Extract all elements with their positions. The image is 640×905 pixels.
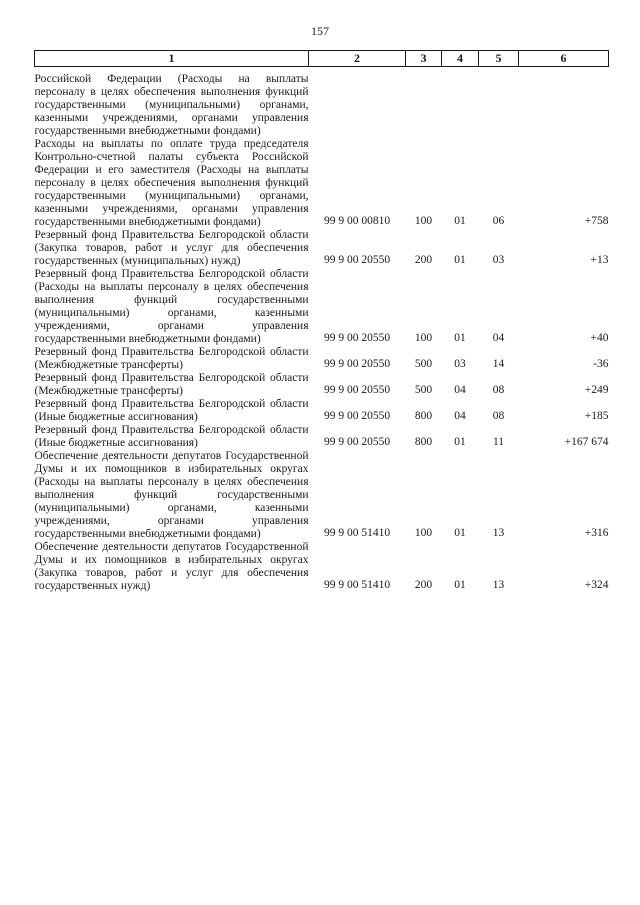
row-subsection: 08 — [492, 384, 505, 396]
row-expense-type: 500 — [414, 384, 433, 396]
row-expense-type: 100 — [414, 527, 433, 539]
row-amount: +249 — [584, 384, 609, 396]
row-amount: +758 — [584, 215, 609, 227]
row-description: Резервный фонд Правительства Белгородской области (Расходы на выплаты персоналу в целях обеспечения выполнения функций государственными (муниципальными) органами, казенными учреждениями, органами управления государственными внебюджетными фондами) — [34, 268, 309, 345]
row-amount: +324 — [584, 579, 609, 591]
row-section: 01 — [454, 527, 466, 539]
table-row — [35, 229, 609, 268]
row-expense-type: 200 — [414, 254, 433, 266]
row-expense-type: 800 — [414, 436, 433, 448]
row-target-code: 99 9 00 20550 — [323, 332, 391, 344]
row-amount: +185 — [584, 410, 609, 422]
row-subsection: 11 — [492, 436, 505, 448]
row-target-code: 99 9 00 20550 — [323, 436, 391, 448]
row-amount: +316 — [584, 527, 609, 539]
row-description: Обеспечение деятельности депутатов Государственной Думы и их помощников в избирательных округах (Закупка товаров, работ и услуг для обеспечения государственных нужд) — [34, 541, 309, 592]
row-section — [442, 73, 479, 138]
row-subsection: 03 — [492, 254, 505, 266]
row-amount: +167 674 — [564, 436, 609, 448]
row-description: Резервный фонд Правительства Белгородской области (Межбюджетные трансферты) — [34, 346, 309, 371]
table-row — [35, 398, 609, 424]
column-header-4: 4 — [442, 51, 479, 67]
row-description: Резервный фонд Правительства Белгородской области (Закупка товаров, работ и услуг для обеспечения государственных (муниципальных) нужд) — [34, 229, 309, 267]
row-expense-type: 200 — [414, 579, 433, 591]
row-description: Расходы на выплаты по оплате труда председателя Контрольно-счетной палаты субъекта Российской Федерации и его заместителя (Расходы на выплаты персоналу в целях обеспечения выполнения функций государственными (муниципальными) органами, казенными учреждениями, органами управления государственными внебюджетными фондами) — [34, 138, 309, 228]
row-target-code: 99 9 00 20550 — [323, 254, 391, 266]
row-description: Российской Федерации (Расходы на выплаты персоналу в целях обеспечения выполнения функций государственными (муниципальными) органами, казенными учреждениями, органами управления государственными внебюджетными фондами) — [34, 73, 309, 137]
row-subsection: 08 — [492, 410, 505, 422]
row-section: 01 — [454, 436, 466, 448]
table-header — [35, 51, 609, 67]
row-subsection — [479, 73, 519, 138]
row-description: Резервный фонд Правительства Белгородской области (Иные бюджетные ассигнования) — [34, 424, 309, 449]
row-section: 01 — [454, 254, 466, 266]
column-header-6: 6 — [519, 51, 609, 67]
table-row — [35, 346, 609, 372]
row-amount — [519, 73, 609, 138]
column-header-5: 5 — [479, 51, 519, 67]
table-row — [35, 73, 609, 138]
row-expense-type: 500 — [414, 358, 433, 370]
row-section: 01 — [454, 332, 466, 344]
row-target-code — [309, 73, 406, 138]
row-section: 03 — [454, 358, 466, 370]
row-target-code: 99 9 00 51410 — [323, 579, 391, 591]
row-section: 04 — [454, 410, 466, 422]
budget-table — [34, 50, 609, 593]
table-row — [35, 424, 609, 450]
row-amount: +13 — [590, 254, 609, 266]
row-expense-type: 100 — [414, 332, 433, 344]
row-section: 01 — [454, 579, 466, 591]
row-subsection: 06 — [492, 215, 505, 227]
row-target-code: 99 9 00 00810 — [323, 215, 391, 227]
row-expense-type — [406, 73, 442, 138]
table-row — [35, 268, 609, 346]
table-row — [35, 372, 609, 398]
row-subsection: 13 — [492, 579, 505, 591]
column-header-1: 1 — [35, 51, 309, 67]
row-subsection: 13 — [492, 527, 505, 539]
table-row — [35, 138, 609, 229]
row-target-code: 99 9 00 20550 — [323, 384, 391, 396]
row-section: 01 — [454, 215, 466, 227]
row-expense-type: 100 — [414, 215, 433, 227]
row-target-code: 99 9 00 20550 — [323, 410, 391, 422]
row-description: Резервный фонд Правительства Белгородской области (Межбюджетные трансферты) — [34, 372, 309, 397]
row-description: Резервный фонд Правительства Белгородской области (Иные бюджетные ассигнования) — [34, 398, 309, 423]
row-subsection: 14 — [492, 358, 505, 370]
table-row — [35, 450, 609, 541]
column-header-2: 2 — [309, 51, 406, 67]
column-header-3: 3 — [406, 51, 442, 67]
row-section: 04 — [454, 384, 466, 396]
row-description: Обеспечение деятельности депутатов Государственной Думы и их помощников в избирательных округах (Расходы на выплаты персоналу в целях обеспечения выполнения функций государственными (муниципальными) органами, казенными учреждениями, органами управления государственными внебюджетными фондами) — [34, 450, 309, 540]
row-target-code: 99 9 00 20550 — [323, 358, 391, 370]
row-target-code: 99 9 00 51410 — [323, 527, 391, 539]
table-row — [35, 541, 609, 593]
row-subsection: 04 — [492, 332, 505, 344]
row-amount: +40 — [590, 332, 609, 344]
row-expense-type: 800 — [414, 410, 433, 422]
page-number: 157 — [311, 24, 329, 38]
row-amount: -36 — [593, 358, 609, 370]
